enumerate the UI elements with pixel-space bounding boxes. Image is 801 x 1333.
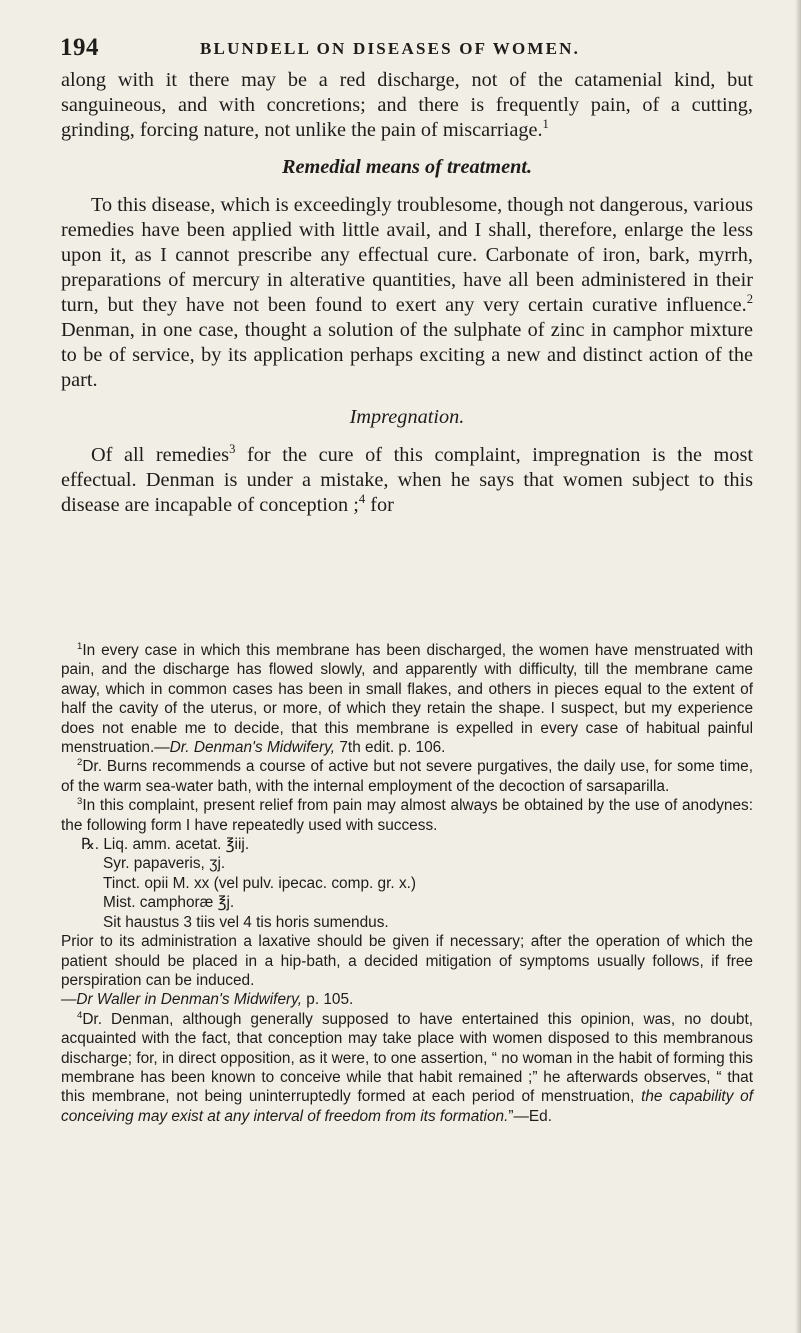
running-title: BLUNDELL ON DISEASES OF WOMEN. [200,39,581,58]
prescription-line: Syr. papaveris, ʒj. [103,855,226,873]
footnote-ref-4[interactable]: 4 [358,492,366,507]
footnote-ref-1[interactable]: 1 [542,117,549,132]
footnote-4: $^4$Dr. Denman, although generally supposed to have entertained this opinion, was, no doubt, acquainted with the fact, that conception may take place with women disposed to this membranous discharge; for, in direct opposition, as it were, to one assertion, “ no woman in the habit of forming this membrane has been known to conceive while that habit remained ;” he afterwards observes, “ that this membrane, not being uninterruptedly formed at each period of menstruation, the capability of conceiving may exist at any interval of freedom from its formation.”—Ed. [61,1009,753,1125]
footnote-3: $^3$In this complaint, present relief from pain may almost always be obtained by the use of anodynes: the following form I have repeatedly used with success. [61,796,753,834]
footnote-ref-2[interactable]: 2 [746,292,753,307]
heading-remedial-means: Remedial means of treatment. [281,156,533,178]
heading-impregnation: Impregnation. [349,406,465,428]
page-edge-shadow [795,0,801,1333]
prescription-line: ℞. Liq. amm. acetat. ℥iij. [81,836,250,854]
footnote-ref-3[interactable]: 3 [229,442,236,457]
footnote-1: $^1$In every case in which this membrane has been discharged, the women have menstruated with pain, and the discharge has flowed slowly, and apparently with difficulty, till the membrane came away, which in common cases has been in small flakes, and others in pieces equal to the extent of half the cavity of the uterus, or more, of which they retain the shape. I suspect, but my experience does not enable me to decide, that this membrane is expelled in every case of habitual painful menstruation.—Dr. Denman's Midwifery, 7th edit. p. 106. [61,640,753,757]
citation-waller: —Dr Waller in Denman's Midwifery, [61,991,302,1009]
quotation-italic: the capability of conceiving may exist at any interval of freedom from its formation. [61,1088,753,1125]
paragraph-1: along with it there may be a red discharge, not of the catamenial kind, but sanguineous, and with concretions; and there is frequently pain, of a cutting, grinding, forcing nature, not unlike the pain of miscarriage.$^1$ [61,69,753,141]
paragraph-2: To this disease, which is exceedingly troublesome, though not dangerous, various remedies have been applied with little avail, and I shall, therefore, enlarge the less upon it, as I cannot prescribe any effectual cure. Carbonate of iron, bark, myrrh, preparations of mercury in alterative quantities, have all been administered in their turn, but they have not been found to exert any very certain curative influence.$^2$ Denman, in one case, thought a solution of the sulphate of zinc in camphor mixture to be of service, by its application perhaps exciting a new and distinct action of the part. [61,194,753,391]
page-number: 194 [60,34,99,61]
main-text [61,68,753,518]
prescription-line: Mist. camphoræ ℥j. [103,894,235,912]
citation-denman: Dr. Denman's Midwifery, [169,739,336,757]
prescription-line: Sit haustus 3 tiis vel 4 tis horis sumendus. [103,913,389,931]
paragraph-3: Of all remedies$^3$ for the cure of this complaint, impregnation is the most effectual. Denman is under a mistake, when he says that women subject to this disease are incapable of conception ;$^4$ for [61,442,754,516]
prescription-line: Tinct. opii M. xx (vel pulv. ipecac. comp. gr. x.) [103,874,417,892]
footnote-3-continued: Prior to its administration a laxative should be given if necessary; after the operation of which the patient should be placed in a hip-bath, a decided mitigation of symptoms usually follows, if free perspiration can be induced. —Dr Waller in Denman's Midwifery, p. 105. [61,933,753,1009]
footnote-2: $^2$Dr. Burns recommends a course of active but not severe purgatives, the daily use, for some time, of the warm sea-water bath, with the internal employment of the decoction of sarsaparilla. [61,757,753,795]
prescription [81,835,753,932]
page-header [60,34,760,61]
footnotes [61,641,753,1126]
